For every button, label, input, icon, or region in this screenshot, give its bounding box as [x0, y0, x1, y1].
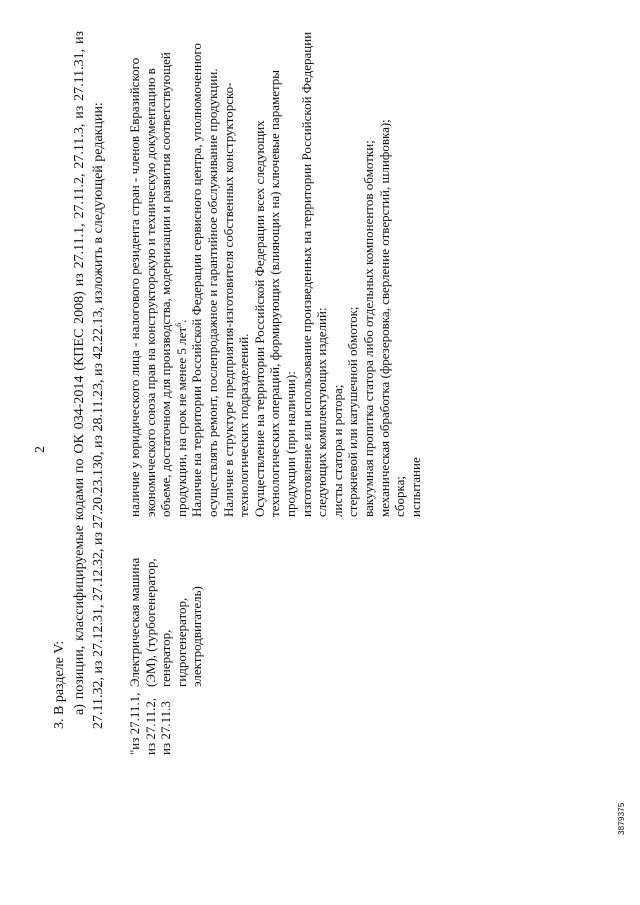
intro-text: а) позиции, классифицируемые кодами по ОК 034-2014 (КПЕС 2008) из 27.11.1, 27.11.2, 27.11.3, из 27.11.31, из 27.11.32, из 27.12.31, 27.12.32, из 27.20.23.130, из 28.11.23, из 42.22.13, изложить в следующей редакции:	[72, 31, 106, 729]
requirement-paragraph: испытание	[407, 457, 423, 517]
codes-column	[127, 692, 174, 755]
code-line: из 27.11.3	[158, 701, 174, 755]
requirement-paragraph: листы статора и ротора;	[329, 384, 345, 517]
product-name-line: генератор,	[158, 629, 174, 687]
requirement-paragraph: изготовление или использование произведенных на территории Российской Федерации следующих комплектующих изделий:	[298, 31, 330, 517]
section-heading: 3. В разделе V:	[52, 640, 67, 729]
code-line: "из 27.11.1,	[127, 692, 142, 755]
requirement-paragraph	[127, 27, 189, 517]
product-name-line: гидрогенератор,	[173, 597, 189, 687]
requirement-paragraph: Наличие на территории Российской Федерации сервисного центра, уполномоченного осуществлять ремонт, послепродажное и гарантийное обслуживание продукции.	[189, 43, 220, 517]
product-name-line: электродвигатель)	[189, 586, 205, 687]
footnote-suffix: .	[173, 319, 189, 323]
requirement-paragraph: Осуществление на территории Российской Федерации всех следующих технологических операций, формирующих (влияющих на) ключевые параметры продукции (при наличии):	[251, 69, 298, 517]
code-line: из 27.11.2,	[142, 697, 158, 755]
product-name-line: (ЭМ), (турбогенератор,	[142, 558, 158, 687]
requirement-paragraph: сборка;	[392, 475, 408, 517]
requirement-paragraph: Наличие в структуре предприятия-изготовителя собственных конструкторско-технологических подразделений.	[220, 82, 252, 517]
page-number: 2	[33, 446, 48, 453]
product-name-column	[127, 547, 205, 687]
document-code: 3879375	[617, 802, 626, 835]
requirement-paragraph: стержневой или катушечной обмоток;	[345, 306, 361, 517]
product-name-line: Электрическая машина	[127, 557, 142, 687]
requirement-text: наличие у юридического лица - налогового резидента стран - членов Евразийского экономического союза прав на конструкторскую и техническую документацию в объеме, достаточном для производства, модернизации и развития соответствующей продукции, на срок не менее 5 лет	[127, 52, 189, 517]
requirement-paragraph: вакуумная пропитка статора либо отдельных компонентов обмотки;	[360, 140, 376, 517]
intro-paragraph	[71, 31, 108, 729]
footnote-marker: 6	[173, 322, 183, 327]
requirement-paragraph: механическая обработка (фрезеровка, сверление отверстий, шлифовка);	[376, 119, 392, 517]
requirements-column	[127, 27, 423, 517]
